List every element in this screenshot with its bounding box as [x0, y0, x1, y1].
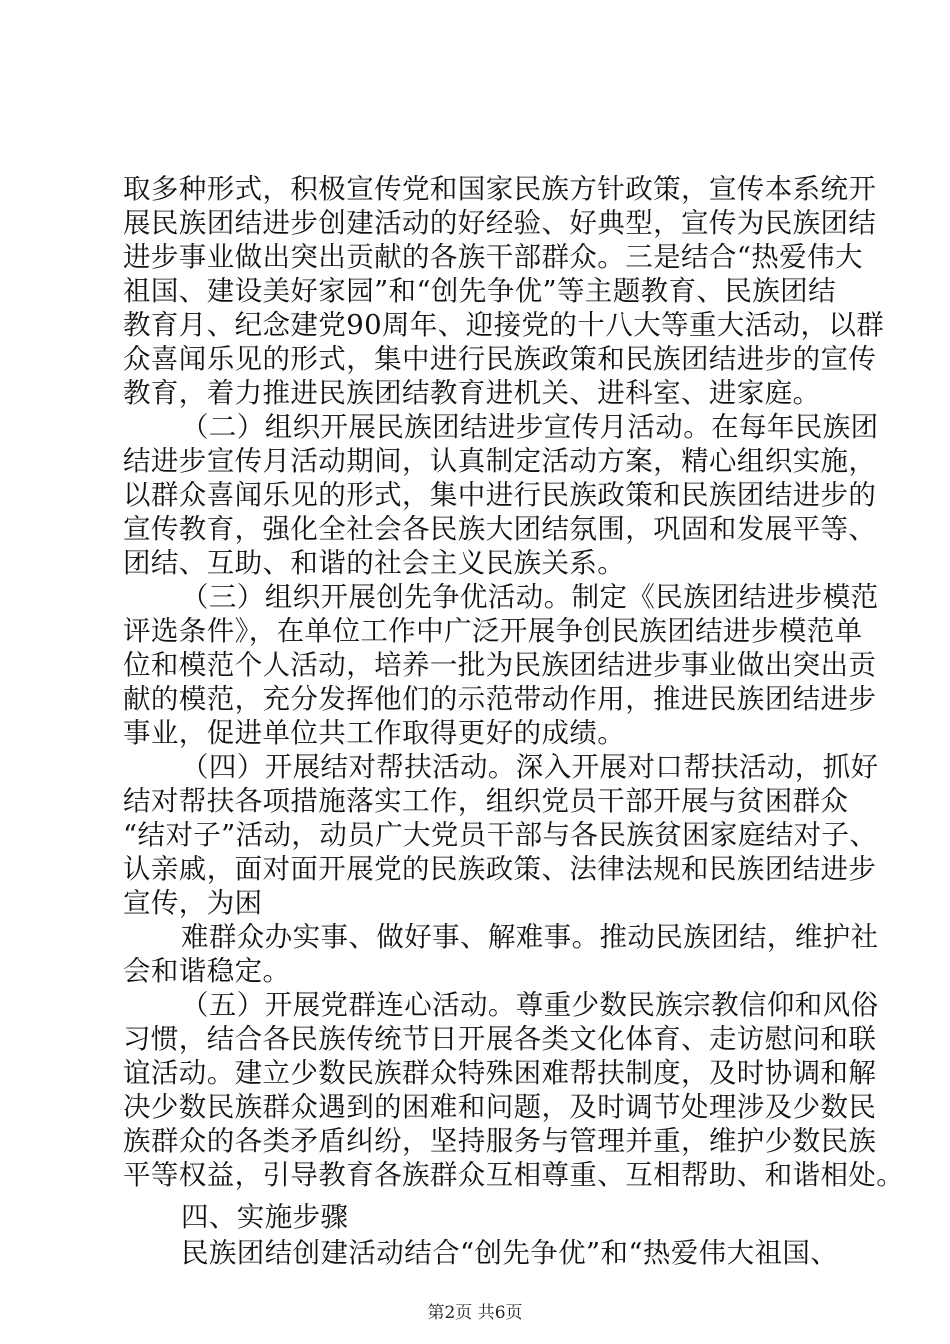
section-heading: 四、实施步骤 — [181, 1201, 349, 1233]
text-line-27: 谊活动。建立少数民族群众特殊困难帮扶制度，及时协调和解 — [123, 1057, 877, 1089]
text-line-14: 评选条件》，在单位工作中广泛开展争创民族团结进步模范单 — [123, 615, 863, 647]
text-line-16: 献的模范，充分发挥他们的示范带动作用，推进民族团结进步 — [123, 683, 877, 715]
text-line-28: 决少数民族群众遇到的困难和问题，及时调节处理涉及少数民 — [123, 1091, 877, 1123]
text-line-13: （三）组织开展创先争优活动。制定《民族团结进步模范 — [181, 581, 879, 613]
text-line-24: 会和谐稳定。 — [123, 955, 291, 987]
text-line-17: 事业，促进单位共工作取得更好的成绩。 — [123, 717, 626, 749]
text-line-2: 展民族团结进步创建活动的好经验、好典型，宣传为民族团结 — [123, 207, 877, 239]
text-line-19: 结对帮扶各项措施落实工作，组织党员干部开展与贫困群众 — [123, 785, 849, 817]
text-line-25: （五）开展党群连心活动。尊重少数民族宗教信仰和风俗 — [181, 989, 879, 1021]
text-line-6: 众喜闻乐见的形式，集中进行民族政策和民族团结进步的宣传 — [123, 343, 877, 375]
text-line-12: 团结、互助、和谐的社会主义民族关系。 — [123, 547, 626, 579]
text-line-11: 宣传教育，强化全社会各民族大团结氛围，巩固和发展平等、 — [123, 513, 877, 545]
text-line-18: （四）开展结对帮扶活动。深入开展对口帮扶活动，抓好 — [181, 751, 879, 783]
text-line-9: 结进步宣传月活动期间，认真制定活动方案，精心组织实施， — [123, 445, 877, 477]
page-number-footer: 第2页 共6页 — [427, 1303, 523, 1323]
text-line-3: 进步事业做出突出贡献的各族干部群众。三是结合“热爱伟大 — [123, 241, 863, 273]
text-line-23: 难群众办实事、做好事、解难事。推动民族团结，维护社 — [181, 921, 879, 953]
text-line-8: （二）组织开展民族团结进步宣传月活动。在每年民族团 — [181, 411, 879, 443]
text-line-15: 位和模范个人活动，培养一批为民族团结进步事业做出突出贡 — [123, 649, 877, 681]
text-line-5: 教育月、纪念建党90周年、迎接党的十八大等重大活动，以群 — [123, 309, 885, 341]
text-line-22: 宣传，为困 — [123, 887, 263, 919]
text-line-1: 取多种形式，积极宣传党和国家民族方针政策，宣传本系统开 — [123, 173, 877, 205]
text-line-20: “结对子”活动，动员广大党员干部与各民族贫困家庭结对子、 — [123, 819, 878, 851]
text-line-26: 习惯，结合各民族传统节日开展各类文化体育、走访慰问和联 — [123, 1023, 877, 1055]
text-line-32: 民族团结创建活动结合“创先争优”和“热爱伟大祖国、 — [181, 1237, 839, 1269]
text-line-4: 祖国、建设美好家园”和“创先争优”等主题教育、民族团结 — [123, 275, 836, 307]
text-line-10: 以群众喜闻乐见的形式，集中进行民族政策和民族团结进步的 — [123, 479, 877, 511]
text-line-21: 认亲戚，面对面开展党的民族政策、法律法规和民族团结进步 — [123, 853, 877, 885]
text-line-29: 族群众的各类矛盾纠纷，坚持服务与管理并重，维护少数民族 — [123, 1125, 877, 1157]
text-line-7: 教育，着力推进民族团结教育进机关、进科室、进家庭。 — [123, 377, 821, 409]
text-line-30: 平等权益，引导教育各族群众互相尊重、互相帮助、和谐相处。 — [123, 1159, 905, 1191]
